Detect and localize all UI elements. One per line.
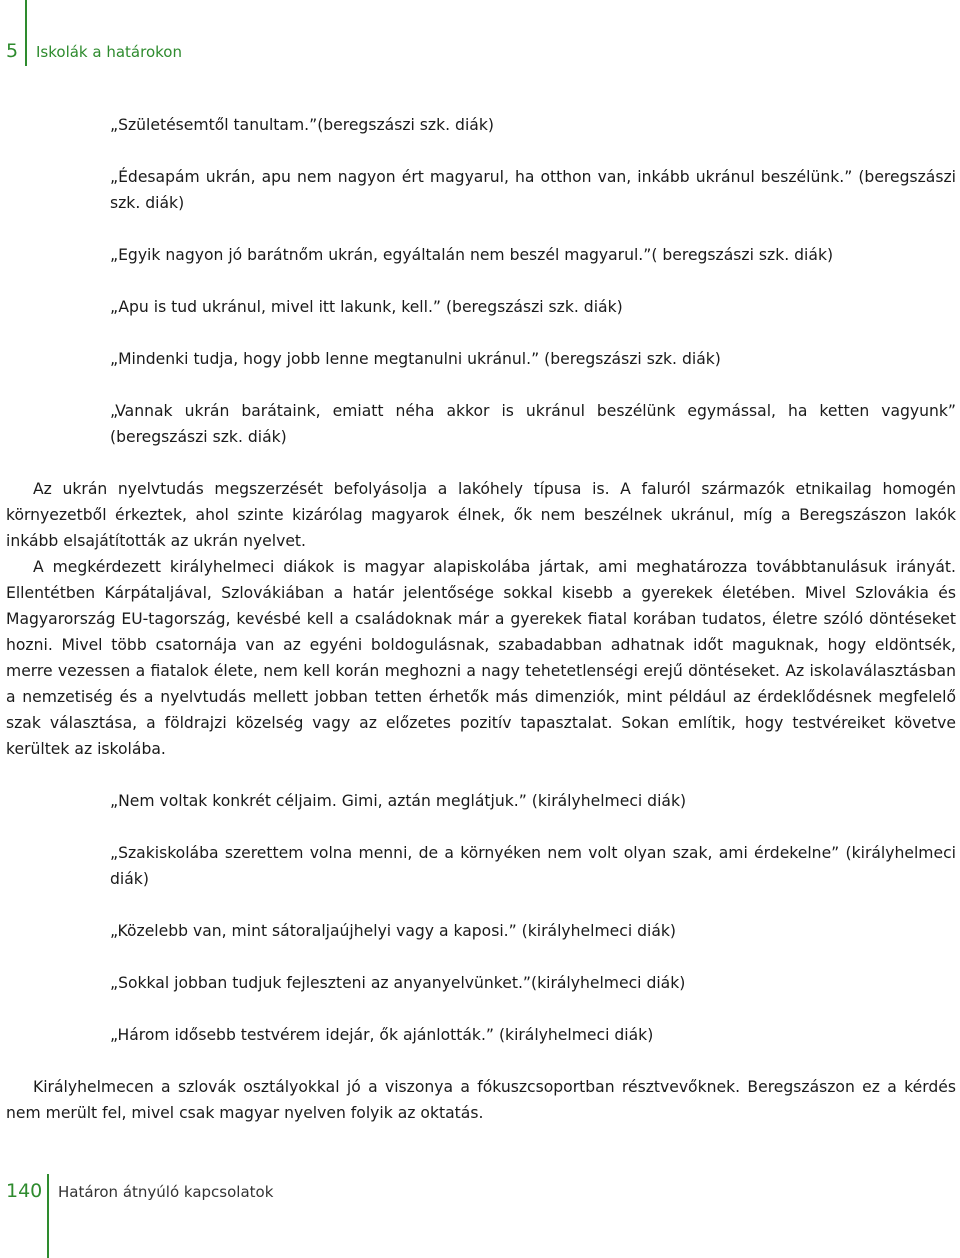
header-divider [25,0,27,66]
quote: „Vannak ukrán barátaink, emiatt néha akkor is ukránul beszélünk egymással, ha ketten vagyunk” (beregszászi szk. diák) [110,402,956,446]
body-paragraph: A megkérdezett királyhelmeci diákok is magyar alapiskolába jártak, ami meghatározza továbbtanulásuk irányát. Ellentétben Kárpátaljával, Szlovákiában a határ jelentősége sokkal kisebb a gyerekek életében. Mivel Szlovákia és Magyarország EU-tagország, kevésbé kell a családoknak már a gyerekek fiatal korában tudatos, életre szóló döntéseket hozni. Mivel több csatornája van az egyéni boldogulásnak, szabadabban adhatnak időt maguknak, hogy eldöntsék, merre vezessen a fiatalok élete, nem kell korán meghozni a nagy tehetetlenségi erejű döntéseket. Az iskolaválasztásban a nemzetiség és a nyelvtudás mellett jobban tetten érhetők más dimenziók, mint például az érdeklődésnek megfelelő szak választása, a földrajzi közelség vagy az előzetes pozitív tapasztalat. Sokan említik, hogy testvéreiket követve kerültek az iskolába. [6,558,956,758]
quote: „Egyik nagyon jó barátnőm ukrán, egyáltalán nem beszél magyarul.”( beregszászi szk. diák) [110,246,834,264]
body-paragraph: Az ukrán nyelvtudás megszerzését befolyásolja a lakóhely típusa is. A faluról származók etnikailag homogén környezetből érkeztek, ahol szinte kizárólag magyarok élnek, ők nem beszélnek ukránul, míg a Beregszászon lakók inkább elsajátították az ukrán nyelvet. [6,480,956,550]
page-body [6,112,956,1126]
quote: „Nem voltak konkrét céljaim. Gimi, aztán meglátjuk.” (királyhelmeci diák) [110,792,687,810]
quote: „Mindenki tudja, hogy jobb lenne megtanulni ukránul.” (beregszászi szk. diák) [110,350,721,368]
page-number: 140 [6,1180,43,1202]
quote: „Édesapám ukrán, apu nem nagyon ért magyarul, ha otthon van, inkább ukránul beszélünk.” (beregszászi szk. diák) [110,168,956,212]
book-title: Határon átnyúló kapcsolatok [58,1183,274,1201]
page-footer [0,1160,960,1258]
chapter-title: Iskolák a határokon [36,43,182,61]
footer-divider [47,1174,49,1258]
quote: „Három idősebb testvérem idejár, ők ajánlották.” (királyhelmeci diák) [110,1026,654,1044]
body-paragraph: Királyhelmecen a szlovák osztályokkal jó a viszonya a fókuszcsoportban résztvevőknek. Beregszászon ez a kérdés nem merült fel, mivel csak magyar nyelven folyik az oktatás. [6,1078,956,1122]
quote: „Apu is tud ukránul, mivel itt lakunk, kell.” (beregszászi szk. diák) [110,298,623,316]
chapter-number: 5 [6,40,19,62]
page-header [0,0,960,70]
quote: „Szakiskolába szerettem volna menni, de a környéken nem volt olyan szak, ami érdekelne” (királyhelmeci diák) [110,844,956,888]
quote: „Sokkal jobban tudjuk fejleszteni az anyanyelvünket.”(királyhelmeci diák) [110,974,686,992]
quote: „Születésemtől tanultam.”(beregszászi szk. diák) [110,116,494,134]
quote: „Közelebb van, mint sátoraljaújhelyi vagy a kaposi.” (királyhelmeci diák) [110,922,677,940]
